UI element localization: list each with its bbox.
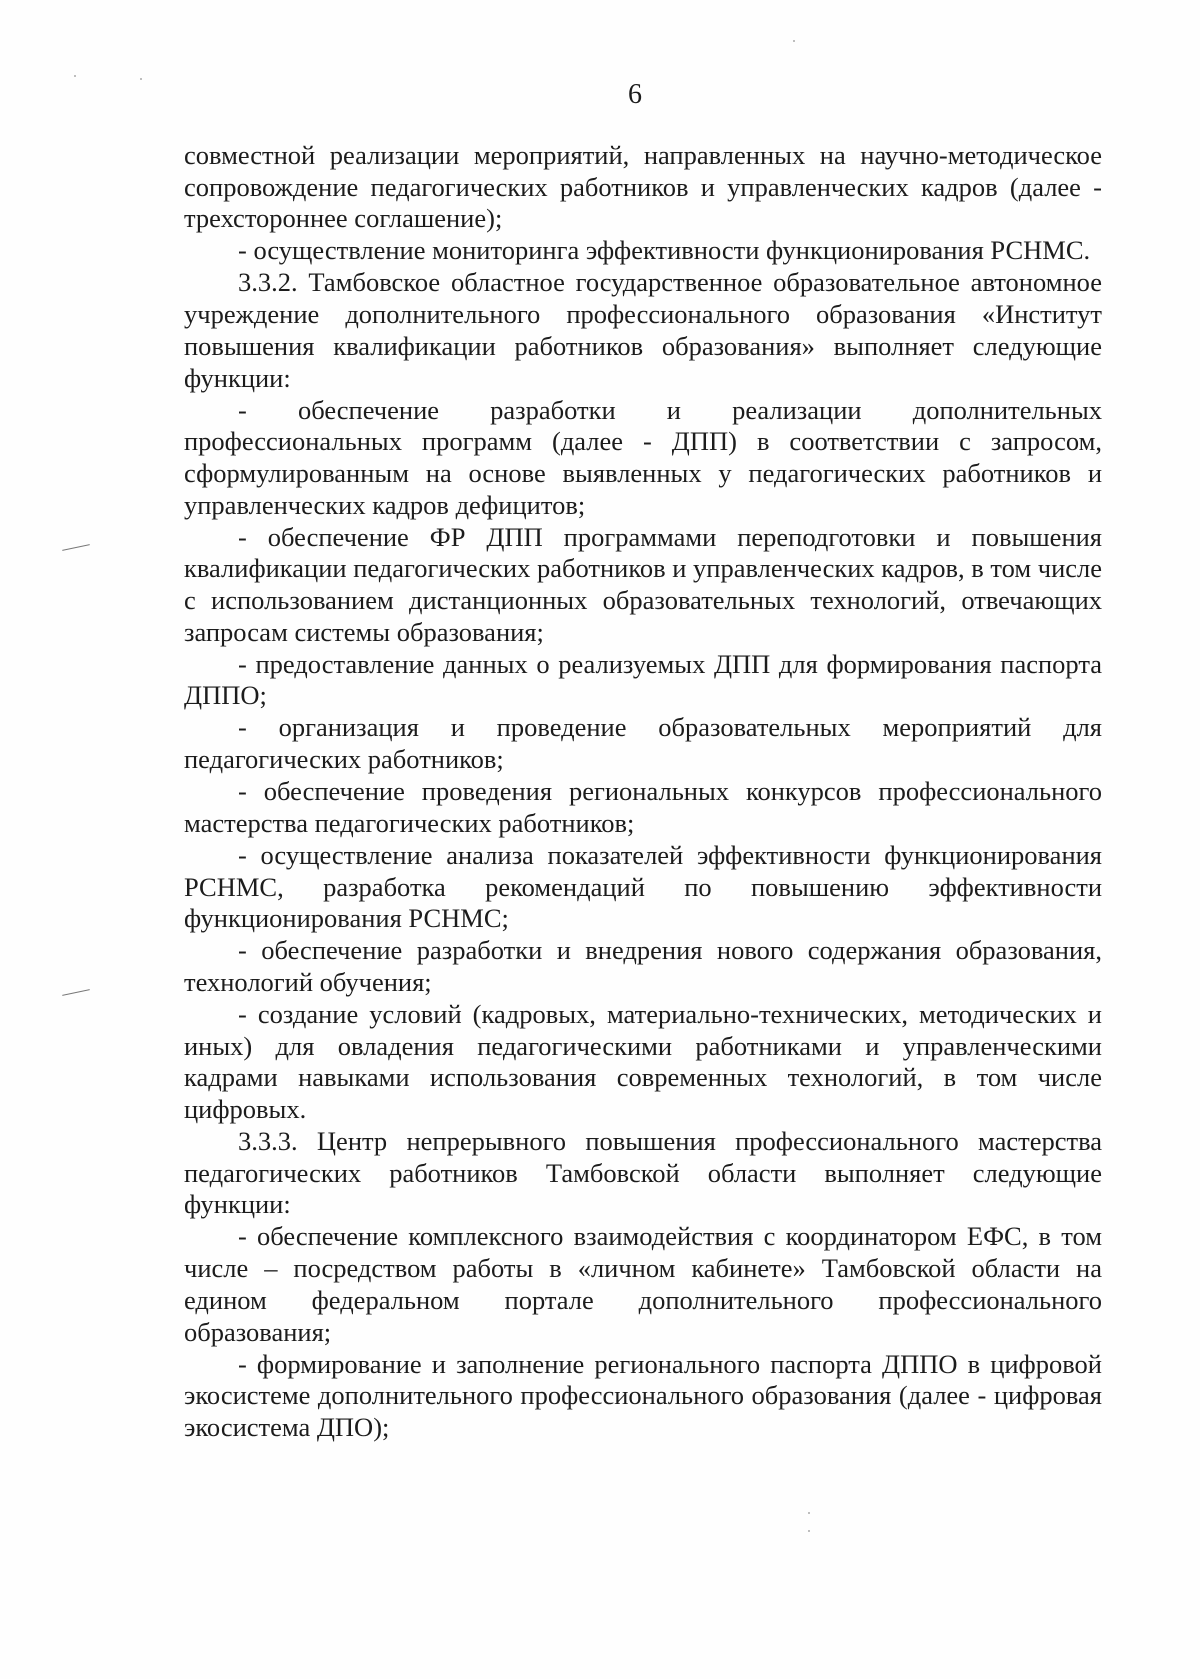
- paragraph-monitoring: - осуществление мониторинга эффективности функционирования РСНМС.: [238, 235, 1091, 266]
- paragraph-section-3-3-3: 3.3.3. Центр непрерывного повышения профессионального мастерства педагогических работников Тамбовской области выполняет следующие функции:: [184, 1126, 1102, 1220]
- paragraph-conditions: - создание условий (кадровых, материально-технических, методических и иных) для овладения педагогическими работниками и управленческими кадрами навыками использования современных технологий, в том числе цифровых.: [184, 998, 1102, 1125]
- paragraph-contests: - обеспечение проведения региональных конкурсов профессионального мастерства педагогических работников;: [184, 776, 1102, 838]
- paragraph-dpp-development: - обеспечение разработки и реализации дополнительных профессиональных программ (далее - ДПП) в соответствии с запросом, сформулированным на основе выявленных у педагогических работников и управленческих кадров дефицитов;: [184, 394, 1102, 520]
- paragraph-data-provision: - предоставление данных о реализуемых ДПП для формирования паспорта ДППО;: [184, 648, 1102, 711]
- paragraph-passport: - формирование и заполнение регионального паспорта ДППО в цифровой экосистеме дополнительного профессионального образования (далее - цифровая экосистема ДПО);: [184, 1348, 1102, 1442]
- paragraph-new-content: - обеспечение разработки и внедрения нового содержания образования, технологий обучения;: [184, 935, 1102, 997]
- body-text: [184, 140, 1102, 1444]
- scan-artifact-dot: [793, 40, 795, 42]
- scan-artifact-mark: [62, 544, 90, 551]
- paragraph-fr-dpp: - обеспечение ФР ДПП программами переподготовки и повышения квалификации педагогических работников и управленческих кадров, в том числе с использованием дистанционных образовательных технологий, отвечающих запросам системы образования;: [184, 521, 1103, 647]
- paragraph-continuation: совместной реализации мероприятий, направленных на научно-методическое сопровождение педагогических работников и управленческих кадров (далее - трехстороннее соглашение);: [184, 140, 1102, 234]
- paragraph-efs-interaction: - обеспечение комплексного взаимодействия с координатором ЕФС, в том числе – посредством работы в «личном кабинете» Тамбовской области на едином федеральном портале дополнительного профессионального образования;: [184, 1221, 1102, 1347]
- page-number: 6: [628, 79, 642, 110]
- scan-artifact-dot: [74, 75, 76, 77]
- paragraph-events: - организация и проведение образовательных мероприятий для педагогических работников;: [184, 712, 1102, 775]
- paragraph-analysis: - осуществление анализа показателей эффективности функционирования РСНМС, разработка рекомендаций по повышению эффективности функционирования РСНМС;: [184, 839, 1102, 934]
- scan-artifact-dot: [140, 78, 142, 80]
- scan-artifact-dot: [808, 1512, 810, 1514]
- paragraph-section-3-3-2: 3.3.2. Тамбовское областное государственное образовательное автономное учреждение дополнительного профессионального образования «Институт повышения квалификации работников образования» выполняет следующие функции:: [184, 267, 1102, 393]
- scan-artifact-mark: [62, 989, 90, 996]
- scan-artifact-dot: [808, 1530, 810, 1532]
